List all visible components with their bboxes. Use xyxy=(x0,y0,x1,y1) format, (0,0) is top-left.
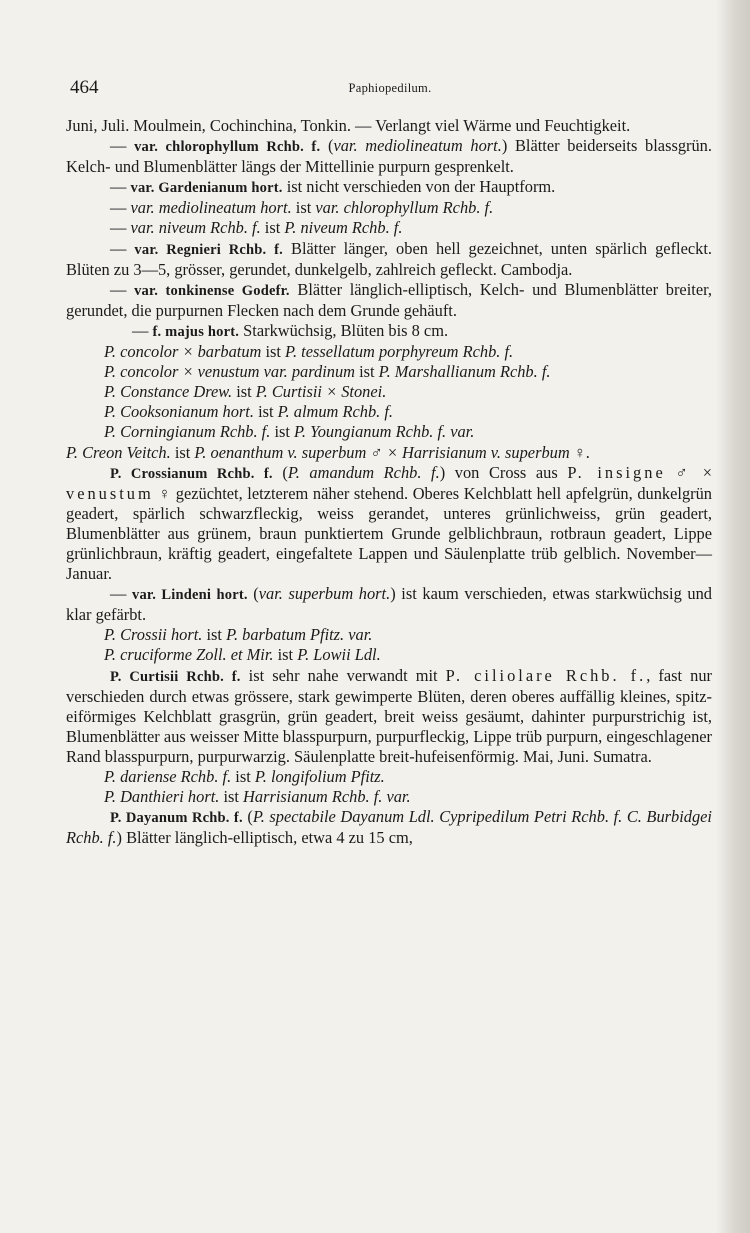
paragraph xyxy=(66,342,712,362)
taxon-heading: f. majus hort. xyxy=(152,323,240,340)
text-run: ) ist kaum verschieden, etwas starkwüchsig und klar gefärbt. xyxy=(66,584,712,625)
italic-name: P. Youngianum Rchb. f. var. xyxy=(294,422,475,442)
page-edge-shadow xyxy=(716,0,750,1233)
italic-name: P. Constance Drew. xyxy=(104,382,233,402)
spaced-name: P. insigne xyxy=(567,462,666,482)
italic-name: P. Corningianum Rchb. f. xyxy=(104,422,271,442)
paragraph xyxy=(66,198,712,218)
text-run: ist xyxy=(232,382,256,402)
paragraph xyxy=(66,239,712,280)
italic-name: P. barbatum Pfitz. var. xyxy=(226,625,373,645)
paragraph xyxy=(66,625,712,645)
paragraph xyxy=(66,116,712,136)
paragraph xyxy=(66,362,712,382)
paragraph xyxy=(66,280,712,321)
italic-name: P. tessellatum porphyreum Rchb. f. xyxy=(285,342,514,362)
text-run: — xyxy=(110,177,131,197)
text-run: ( xyxy=(247,584,259,604)
paragraph xyxy=(66,382,712,402)
text-run: ist xyxy=(170,442,195,462)
text-run: — xyxy=(110,279,135,299)
paragraph xyxy=(66,666,712,767)
page-body-text xyxy=(66,116,712,848)
paragraph xyxy=(66,645,712,665)
spaced-name: venustum xyxy=(66,483,154,503)
italic-name: P. amandum Rchb. f. xyxy=(287,462,440,482)
italic-name: P. oenanthum v. superbum ♂ × Harrisianum v. superbum ♀. xyxy=(194,442,591,462)
paragraph xyxy=(66,218,712,238)
italic-name: P. niveum Rchb. f. xyxy=(284,218,403,238)
paragraph xyxy=(66,402,712,422)
text-run: Juni, Juli. Moulmein, Cochinchina, Tonkin. — Verlangt viel Wärme und Feuchtigkeit. xyxy=(66,116,631,135)
text-run: ist xyxy=(273,645,298,665)
taxon-heading: var. tonkinense Godefr. xyxy=(134,282,290,299)
italic-name: P. almum Rchb. f. xyxy=(277,402,393,422)
paragraph xyxy=(66,443,712,463)
taxon-heading: var. Gardenianum hort. xyxy=(130,180,283,197)
text-run: , fast nur verschieden durch etwas grössere, stark gewimperte Blüten, deren oberes auffällig kleines, spitz-eiförmiges Kelchblatt grasgrün, grün geadert, breit weiss gesäumt, dahinter purpurstrichig ist, Blumenblätter aus weisser Mitte blasspurpurn, purpurfleckig, Lippe trüb purpurn, eingeschlagener Rand blasspurpurn, purpurwarzig. Säulenplatte breit-hufeisenförmig. Mai, Juni. Sumatra. xyxy=(66,665,712,766)
taxon-heading: P. Crossianum Rchb. f. xyxy=(110,465,273,482)
text-run: ( xyxy=(320,136,334,156)
text-run: ♂ × xyxy=(665,462,712,482)
italic-name: P. Danthieri hort. xyxy=(104,787,220,807)
italic-name: P. dariense Rchb. f. xyxy=(104,767,232,786)
italic-name: var. superbum hort. xyxy=(258,584,391,604)
text-run: — xyxy=(110,198,131,218)
text-run: ( xyxy=(272,462,288,482)
text-run: ist xyxy=(253,402,278,422)
page-number: 464 xyxy=(70,77,99,98)
text-run: Blätter länger, oben hell gezeichnet, unten spärlich gefleckt. Blüten zu 3—5, grösser, gerundet, dunkelgelb, zahlreich gefleckt. Cambodja. xyxy=(66,238,712,279)
taxon-heading: P. Curtisii Rchb. f. xyxy=(110,668,241,685)
text-run: — xyxy=(110,218,131,238)
italic-name: var. niveum Rchb. f. xyxy=(130,218,261,238)
text-run: ist xyxy=(219,787,244,807)
text-run: ist xyxy=(291,198,316,218)
italic-name: P. Marshallianum Rchb. f. xyxy=(378,362,551,382)
text-run: Blätter länglich-elliptisch, Kelch- und Blumenblätter breiter, gerundet, die purpurnen Flecken nach dem Grunde gehäuft. xyxy=(66,279,712,320)
italic-name: Harrisianum Rchb. f. var. xyxy=(243,787,411,807)
text-run: ist xyxy=(260,218,285,238)
text-run: ist nicht verschieden von der Hauptform. xyxy=(282,177,556,197)
paragraph xyxy=(66,787,712,807)
text-run: ( xyxy=(242,807,253,827)
italic-name: P. Creon Veitch. xyxy=(66,442,171,462)
paragraph xyxy=(66,321,712,342)
taxon-heading: var. Regnieri Rchb. f. xyxy=(134,241,283,258)
text-run: ist xyxy=(261,342,286,362)
text-run: ) Blätter länglich-elliptisch, etwa 4 zu 15 cm, xyxy=(116,828,413,848)
italic-name: P. Crossii hort. xyxy=(104,625,203,645)
spaced-name: P. ciliolare Rchb. f. xyxy=(445,665,647,685)
text-run: ) Blätter beiderseits blassgrün. Kelch- und Blumenblätter längs der Mittellinie purpurn gesprenkelt. xyxy=(66,136,712,177)
text-run: ist sehr nahe verwandt mit xyxy=(240,665,446,685)
italic-name: P. cruciforme Zoll. et Mir. xyxy=(104,645,274,665)
italic-name: P. concolor × barbatum xyxy=(104,342,262,362)
italic-name: var. chlorophyllum Rchb. f. xyxy=(315,198,494,218)
text-run: — xyxy=(110,584,133,604)
italic-name: P. concolor × venustum var. pardinum xyxy=(104,362,355,382)
italic-name: P. Lowii Ldl. xyxy=(297,645,381,665)
text-run: ) von Cross aus xyxy=(439,462,568,482)
paragraph xyxy=(66,807,712,848)
taxon-heading: P. Dayanum Rchb. f. xyxy=(110,810,243,827)
taxon-heading: var. Lindeni hort. xyxy=(132,587,248,604)
italic-name: P. longifolium Pfitz. xyxy=(254,767,385,786)
paragraph xyxy=(66,177,712,198)
text-run: — xyxy=(110,238,135,258)
paragraph xyxy=(66,136,712,177)
italic-name: var. mediolineatum hort. xyxy=(130,198,292,218)
text-run: — xyxy=(110,136,135,156)
italic-name: P. Curtisii × Stonei. xyxy=(255,382,387,402)
page-header xyxy=(70,77,710,99)
text-run: ist xyxy=(202,625,227,645)
text-run: — xyxy=(132,320,153,340)
paragraph xyxy=(66,463,712,585)
italic-name: P. Cooksonianum hort. xyxy=(104,402,254,422)
paragraph xyxy=(66,584,712,625)
italic-name: P. spectabile Dayanum Ldl. Cypripedilum Petri Rchb. f. C. Burbidgei Rchb. f. xyxy=(66,807,712,848)
taxon-heading: var. chlorophyllum Rchb. f. xyxy=(134,139,321,156)
running-head: Paphiopedilum. xyxy=(348,81,432,95)
paragraph xyxy=(66,767,712,787)
text-run: ist xyxy=(354,362,379,382)
text-run: ist xyxy=(231,767,255,786)
paragraph xyxy=(66,422,712,442)
text-run: Starkwüchsig, Blüten bis 8 cm. xyxy=(239,320,449,340)
italic-name: var. mediolineatum hort. xyxy=(333,136,502,156)
text-run: ♀ gezüchtet, letzterem näher stehend. Oberes Kelchblatt hell apfelgrün, dunkelgrün geadert, spärlich schwarzfleckig, weiss gerandet, unteres grünlichweiss, grün geadert, Blumenblätter aus grünem, braun punktiertem Grunde gelblichbraun, rotbraun geadert, Lippe grünlichbraun, kräftig geadert, eingefaltete Lappen und Säulenplatte trüb gelblich. November—Januar. xyxy=(66,483,712,584)
text-run: ist xyxy=(270,422,295,442)
